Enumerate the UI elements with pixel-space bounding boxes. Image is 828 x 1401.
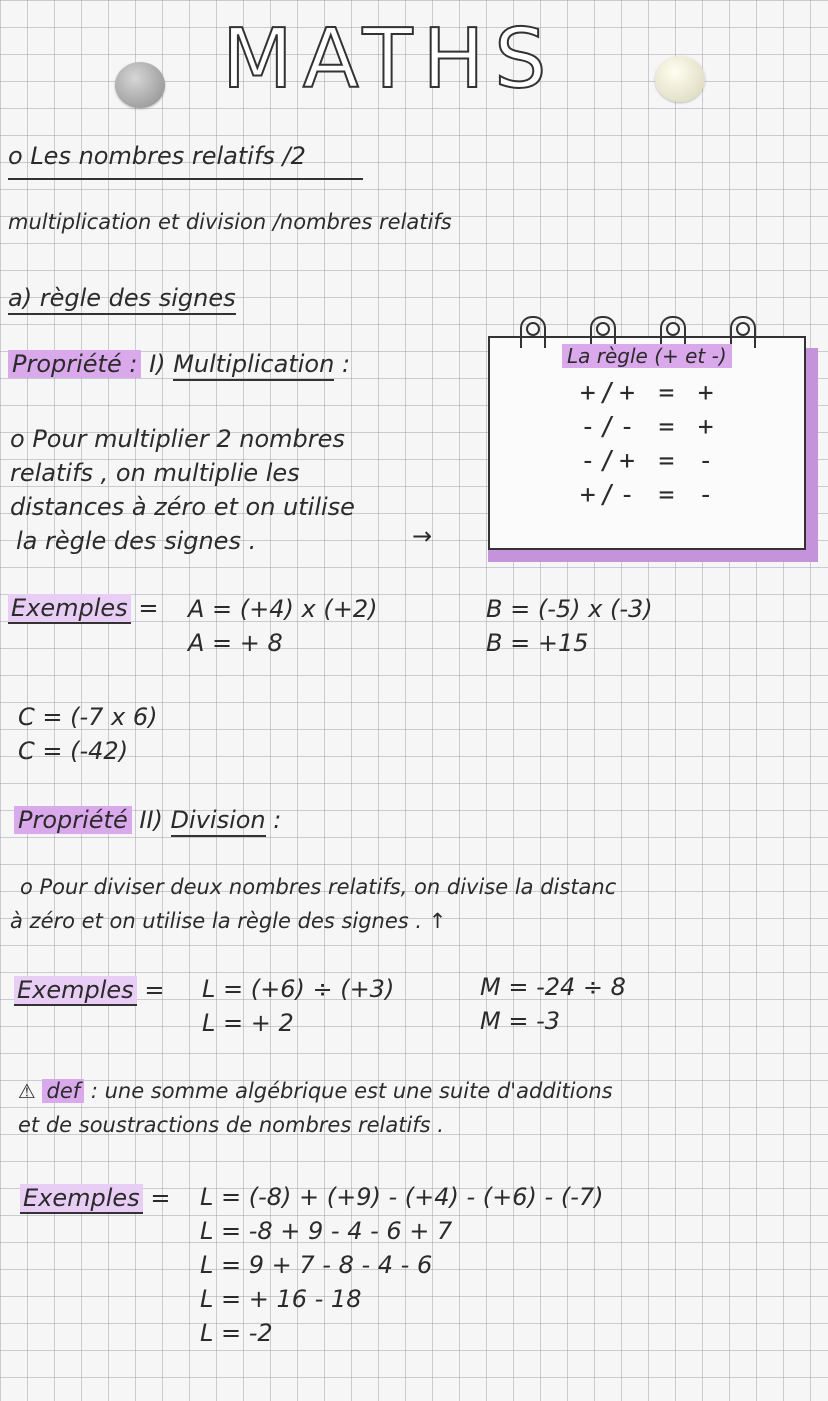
equation-line: B = +15 xyxy=(486,629,589,657)
punch-hole-left xyxy=(115,62,165,108)
text-line: o Pour diviser deux nombres relatifs, on divise la distanc xyxy=(20,875,617,899)
example-m xyxy=(480,970,626,1038)
definition-line: et de soustractions de nombres relatifs . xyxy=(18,1113,444,1137)
equation-line: C = (-7 x 6) xyxy=(18,703,158,731)
equation-line: L = 9 + 7 - 8 - 4 - 6 xyxy=(200,1251,433,1279)
section-underline xyxy=(8,178,363,180)
text-line: o Pour multiplier 2 nombres xyxy=(10,425,345,453)
equation-line: L = -8 + 9 - 4 - 6 + 7 xyxy=(200,1217,453,1245)
property-1-text xyxy=(10,422,355,558)
definition xyxy=(18,1074,613,1142)
equation-line: L = (-8) + (+9) - (+4) - (+6) - (-7) xyxy=(200,1183,604,1211)
sign-rule-card xyxy=(488,336,806,550)
examples-1-label: Exemples = xyxy=(8,594,158,622)
bullet-icon: o xyxy=(8,142,31,170)
equation-line: M = -24 ÷ 8 xyxy=(480,973,626,1001)
equation-line: L = -2 xyxy=(200,1319,273,1347)
property-1-name: Multiplication xyxy=(173,350,334,381)
definition-label: def xyxy=(42,1079,84,1103)
example-c xyxy=(18,700,158,768)
definition-line: ⚠ def : une somme algébrique est une suite d'additions xyxy=(18,1079,613,1103)
property-1-numeral: I) xyxy=(149,350,166,378)
property-2-name: Division xyxy=(171,806,266,837)
example-sum xyxy=(200,1180,604,1350)
equation-line: M = -3 xyxy=(480,1007,561,1035)
equation-line: L = + 16 - 18 xyxy=(200,1285,362,1313)
property-2-colon: : xyxy=(273,806,282,834)
examples-3-label: Exemples = xyxy=(20,1184,170,1212)
examples-2-label: Exemples = xyxy=(14,976,164,1004)
example-b xyxy=(486,592,653,660)
equation-line: A = (+4) x (+2) xyxy=(188,595,378,623)
text-line: relatifs , on multiplie les xyxy=(10,459,300,487)
equation-line: L = + 2 xyxy=(202,1009,294,1037)
sign-rule-row: +/- = - xyxy=(580,480,718,510)
text-line: distances à zéro et on utilise xyxy=(10,493,355,521)
sign-rule-row: -/- = + xyxy=(580,412,718,442)
equation-line: B = (-5) x (-3) xyxy=(486,595,653,623)
page-title: MATHS xyxy=(222,12,557,107)
equation-line: C = (-42) xyxy=(18,737,129,765)
property-1-heading xyxy=(8,350,350,378)
property-2-text xyxy=(10,870,616,938)
property-2-heading xyxy=(14,806,281,834)
example-a xyxy=(188,592,377,660)
arrow-up-icon: ↑ xyxy=(428,909,447,933)
sign-rule-row: -/+ = - xyxy=(580,446,718,476)
equation-line: L = (+6) ÷ (+3) xyxy=(202,975,395,1003)
property-2-numeral: II) xyxy=(139,806,163,834)
text-line: à zéro et on utilise la règle des signes . ↑ xyxy=(10,909,447,933)
warning-icon: ⚠ xyxy=(18,1079,36,1103)
punch-hole-right xyxy=(655,56,705,102)
property-1-colon: : xyxy=(341,350,351,378)
text-line: la règle des signes . xyxy=(16,527,257,555)
arrow-right-icon: → xyxy=(412,522,433,550)
part-a-heading: a) règle des signes xyxy=(8,284,236,315)
sign-rule-row: +/+ = + xyxy=(580,378,718,408)
subtitle: multiplication et division /nombres relatifs xyxy=(8,210,452,234)
example-l xyxy=(202,972,394,1040)
ring-icon xyxy=(520,316,546,348)
property-1-label: Propriété : xyxy=(8,350,141,378)
section-title: o Les nombres relatifs /2 xyxy=(8,142,306,170)
sign-rule-title: La règle (+ et -) xyxy=(562,344,732,368)
property-2-label: Propriété xyxy=(14,806,132,834)
equation-line: A = + 8 xyxy=(188,629,283,657)
ring-icon xyxy=(730,316,756,348)
